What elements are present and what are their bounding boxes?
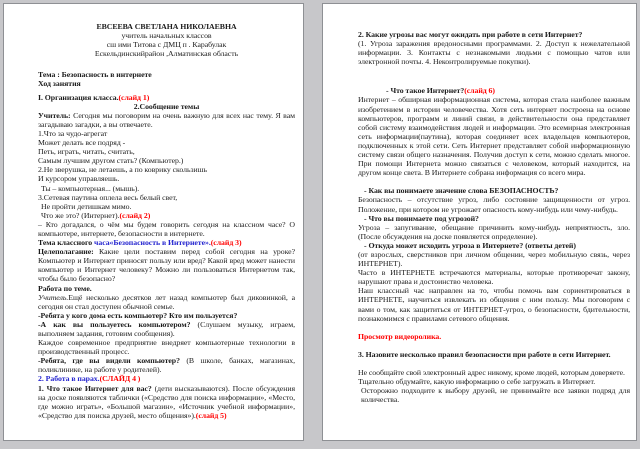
class-hour-purpose: Наш классный час направлен на то, чтобы помочь вам сориентироваться в ИНТЕРНЕТЕ, научиться извлекать из общения с ним пользу. Мы поговорим с вами о том, как защититься от ИНТЕРНЕТ-угроз, о безопасности, бдительности, познакомимся с правилами сетевого общения. bbox=[358, 286, 630, 323]
threat-source-question: - Откуда может исходить угроза в Интернете? (ответы детей) bbox=[364, 240, 576, 250]
topic-announce-heading: 2.Сообщение темы bbox=[133, 101, 200, 111]
what-is-internet-question: - Что такое Интернет? bbox=[386, 86, 465, 96]
threat-source-answer: (от взрослых, сверстников при личном общении, через мобильную связь, через ИНТЕРНЕТ). bbox=[358, 249, 630, 269]
what-internet-question: 1. Что такое Интернет для вас? bbox=[38, 383, 152, 393]
rule-line: Осторожно подходите к выбору друзей, не принимайте все заявки подряд для количества. bbox=[361, 386, 630, 405]
poem-line: И курсором управляешь. bbox=[38, 174, 120, 184]
what-internet-paragraph bbox=[38, 384, 295, 420]
threat-definition: Угроза – запугивание, обещание причинить кому-нибудь неприятность, зло. (После обсуждения на доске появляется определение). bbox=[358, 222, 630, 241]
slide-ref-4: (СЛАЙД 4 ) bbox=[99, 374, 141, 384]
threats-question: 2. Какие угрозы вас могут ожидать при работе в сети Интернет? bbox=[358, 30, 583, 39]
enterprise-paragraph: Каждое современное предприятие внедряет компьютерные технологии в производственный процесс. bbox=[38, 338, 295, 357]
poem-line: 1.Что за чудо-агрегат bbox=[38, 128, 108, 138]
spacer bbox=[38, 58, 295, 70]
spacer bbox=[358, 177, 630, 186]
teacher-history-text: Ещё несколько десятков лет назад компьютер был диковинкой, а сегодня он стал доступен обычной семье. bbox=[38, 292, 295, 311]
teacher-history-paragraph bbox=[38, 293, 295, 311]
author-region: Ескельдинскийрайон ,Алматинская область bbox=[94, 49, 239, 59]
question-usage: -А как вы пользуетесь компьютером? bbox=[38, 319, 191, 329]
materials-paragraph: Часто в ИНТЕРНЕТЕ встречаются материалы, которые противоречат закону, нарушают права и достоинство человека. bbox=[358, 268, 630, 287]
lesson-theme: Тема : Безопасность в интернете bbox=[38, 70, 152, 80]
org-heading: I. Организация класса. bbox=[38, 92, 119, 102]
teacher-label: Учитель: bbox=[38, 110, 71, 120]
spacer bbox=[358, 66, 630, 86]
poem-line: Петь, играть, читать, считать, bbox=[38, 147, 135, 157]
safety-definition: Безопасность – отсутствие угроз, либо состояние защищенности от угроз. Положение, при котором не угрожает опасность кому-нибудь или чему-нибудь. bbox=[358, 195, 630, 214]
slide-ref-5: (слайд 5) bbox=[195, 410, 227, 420]
safety-question: - Как вы понимаете значение слова БЕЗОПАСНОСТЬ? bbox=[364, 186, 559, 196]
rule-line: Тщательно обдумайте, какую информацию о себе загружать в Интернет. bbox=[358, 377, 596, 386]
question-where: -Ребята, где вы видели компьютер? bbox=[38, 356, 180, 366]
teacher-intro-text: Сегодня мы поговорим на очень важную для всех нас тему. Я вам загадываю загадки, а вы отвечаете. bbox=[38, 110, 295, 129]
spacer bbox=[358, 341, 630, 350]
org-heading-line bbox=[38, 93, 295, 102]
class-theme-prefix: Тема классного bbox=[38, 238, 94, 248]
class-theme-line bbox=[38, 238, 295, 247]
poem-line: Может делать все подряд - bbox=[38, 138, 126, 148]
question-where-paragraph bbox=[38, 356, 295, 374]
teacher-label-2: Учитель. bbox=[38, 292, 69, 302]
threat-question: - Что вы понимаете под угрозой? bbox=[364, 213, 479, 223]
teacher-intro-paragraph bbox=[38, 111, 295, 129]
pair-work-heading: 2. Работа в парах. bbox=[38, 374, 100, 384]
what-internet-answer: (дети высказываются). После обсуждения на доске появляются таблички («Средство для поиска информации», «Место, где можно играть», «Большой магазин», «Источник учебной информации», «Средство для поиска друзей, место общения»). bbox=[38, 383, 295, 420]
poem-line: 2.Не зверушка, не летаешь, а по коврику скользишь bbox=[38, 165, 208, 175]
spacer bbox=[358, 359, 630, 368]
rules-heading: 3. Назовите несколько правил безопасности при работе в сети Интернет. bbox=[358, 349, 611, 359]
riddle-answer-text: Что же это? (Интернет). bbox=[41, 210, 120, 220]
lesson-flow-heading: Ход занятия bbox=[38, 79, 81, 89]
author-name: ЕВСЕЕВА СВЕТЛАНА НИКОЛАЕВНА bbox=[96, 22, 237, 31]
work-on-topic-heading: Работа по теме. bbox=[38, 283, 92, 293]
slide-ref-2: (слайд 2) bbox=[119, 210, 151, 220]
poem-line: 3.Сетевая паутина оплела весь белый свет, bbox=[38, 192, 178, 202]
goal-label: Целеполагание: bbox=[38, 247, 94, 257]
question-usage-paragraph bbox=[38, 320, 295, 338]
poem-line: Ты – компьютерная... (мышь). bbox=[41, 183, 140, 193]
what-is-internet-line bbox=[386, 86, 630, 95]
author-role: учитель начальных классов bbox=[121, 31, 212, 41]
page-1 bbox=[3, 3, 304, 441]
poem-line: Самым лучшим другом стать? (Компьютер.) bbox=[38, 156, 184, 166]
threats-answer: (1. Угроза заражения вредоносными программами. 2. Доступ к нежелательной информации. 3. Контакты с незнакомыми людьми с помощью чатов или электронной почты. 4. Неконтролируемые покупки). bbox=[358, 39, 630, 67]
answer-where: (В школе, банках, магазинах, поликлинике, на работе у родителей). bbox=[38, 356, 295, 375]
class-theme-title: часа«Безопасность в Интернете». bbox=[94, 238, 211, 248]
slide-ref-3: (слайд 3) bbox=[210, 238, 242, 248]
pair-work-heading-line bbox=[38, 374, 295, 383]
internet-definition: Интернет – обширная информационная система, которая стала наиболее важным изобретением в истории человечества. Хотя сеть интернет построена на основе компьютеров, программ и линий связи, в действительности она представляет собой систему взаимодействия людей и информации. Это всемирная электронная сеть информации(паутина), которая соединяет всех владельцев компьютеров, подключенных к этой сети. Сеть Интернет представляет собой информационную систему связи общего назначения. Получив доступ к сети, можно сделать многое. При помощи Интернета можно связаться с человеком, который находится, на другом конце света. В Интернете собрана информация со всего мира. bbox=[358, 95, 630, 178]
poem-line: Не пройти детишкам мимо. bbox=[41, 201, 132, 211]
spacer bbox=[358, 323, 630, 332]
author-school: сш ими Титова с ДМЦ п . Карабулак bbox=[106, 40, 227, 50]
question-home-computer: -Ребята у кого дома есть компьютер? Кто им пользуется? bbox=[38, 310, 238, 320]
answer-usage: (Слушаем музыку, играем, выполняем задания, готовим сообщения). bbox=[38, 319, 295, 338]
goal-paragraph bbox=[38, 247, 295, 283]
page-2 bbox=[322, 3, 637, 441]
who-guessed-paragraph: – Кто догадался, о чём мы будем говорить сегодня на классном часе? О компьютере, интернете, безопасности в интернете. bbox=[38, 219, 295, 238]
video-viewing-heading: Просмотр видеоролика. bbox=[358, 331, 442, 341]
slide-ref-6: (слайд 6) bbox=[464, 86, 495, 96]
rule-line: Не сообщайте свой электронный адрес никому, кроме людей, которым доверяете. bbox=[358, 367, 625, 377]
riddle-answer-line bbox=[41, 211, 295, 220]
goal-text: Какие цели поставим перед собой сегодня на уроке? Компьютер и Интернет приносят пользу или вред? Какой вред может нанести компьютер и Интернет человеку? Можно ли пользоваться Интернетом так, чтобы было безопасно? bbox=[38, 247, 295, 284]
slide-ref-1: (слайд 1) bbox=[118, 92, 150, 102]
